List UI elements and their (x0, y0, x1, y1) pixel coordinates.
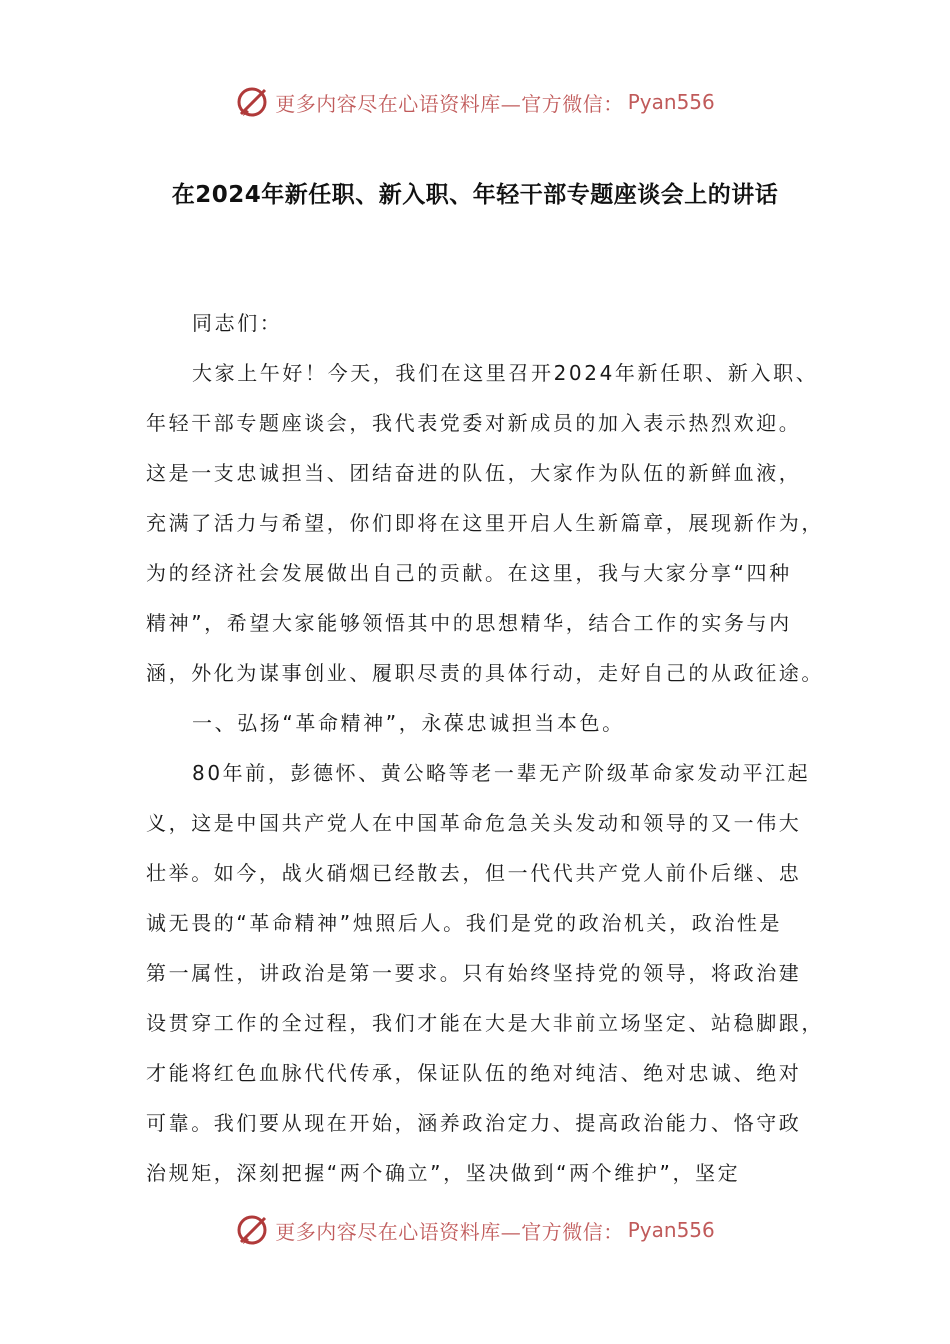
banner-text: 更多内容尽在心语资料库—官方微信： (275, 91, 624, 116)
paragraph-line: 为的经济社会发展做出自己的贡献。在这里，我与大家分享“四种 (146, 561, 792, 585)
document-title: 在2024年新任职、新入职、年轻干部专题座谈会上的讲话 (171, 182, 779, 208)
paragraph-line: 涵，外化为谋事创业、履职尽责的具体行动，走好自己的从政征途。 (146, 661, 824, 685)
paragraph-line: 壮举。如今，战火硝烟已经散去，但一代代共产党人前仆后继、忠 (146, 861, 802, 885)
paragraph-line: 充满了活力与希望，你们即将在这里开启人生新篇章，展现新作为， (146, 511, 824, 535)
footer-banner (0, 1210, 950, 1250)
paragraph-line: 同志们： (192, 311, 283, 335)
paragraph-line: 年轻干部专题座谈会，我代表党委对新成员的加入表示热烈欢迎。 (146, 411, 802, 435)
paragraph-line: 义，这是中国共产党人在中国革命危急关头发动和领导的又一伟大 (146, 811, 802, 835)
pen-logo-icon (235, 84, 271, 120)
section-heading: 一、弘扬“革命精神”，永葆忠诚担当本色。 (192, 711, 625, 735)
paragraph-line: 大家上午好！今天，我们在这里召开2024年新任职、新入职、 (192, 361, 819, 385)
pen-logo-icon (235, 1212, 271, 1248)
paragraph-line: 这是一支忠诚担当、团结奋进的队伍，大家作为队伍的新鲜血液， (146, 461, 802, 485)
paragraph-line: 治规矩，深刻把握“两个确立”，坚决做到“两个维护”，坚定 (146, 1161, 741, 1185)
paragraph-line: 可靠。我们要从现在开始，涵养政治定力、提高政治能力、恪守政 (146, 1111, 802, 1135)
paragraph-line: 才能将红色血脉代代传承，保证队伍的绝对纯洁、绝对忠诚、绝对 (146, 1061, 802, 1085)
paragraph-line: 设贯穿工作的全过程，我们才能在大是大非前立场坚定、站稳脚跟， (146, 1011, 824, 1035)
document-body (146, 298, 824, 1198)
paragraph-line: 诚无畏的“革命精神”烛照后人。我们是党的政治机关，政治性是 (146, 911, 783, 935)
banner-handle: Pyan556 (627, 90, 715, 114)
paragraph-line: 精神”，希望大家能够领悟其中的思想精华，结合工作的实务与内 (146, 611, 792, 635)
paragraph-line: 第一属性，讲政治是第一要求。只有始终坚持党的领导，将政治建 (146, 961, 802, 985)
header-banner (0, 82, 950, 122)
banner-text: 更多内容尽在心语资料库—官方微信： (275, 1219, 624, 1244)
banner-handle: Pyan556 (627, 1218, 715, 1242)
paragraph-line: 80年前，彭德怀、黄公略等老一辈无产阶级革命家发动平江起 (192, 761, 811, 785)
